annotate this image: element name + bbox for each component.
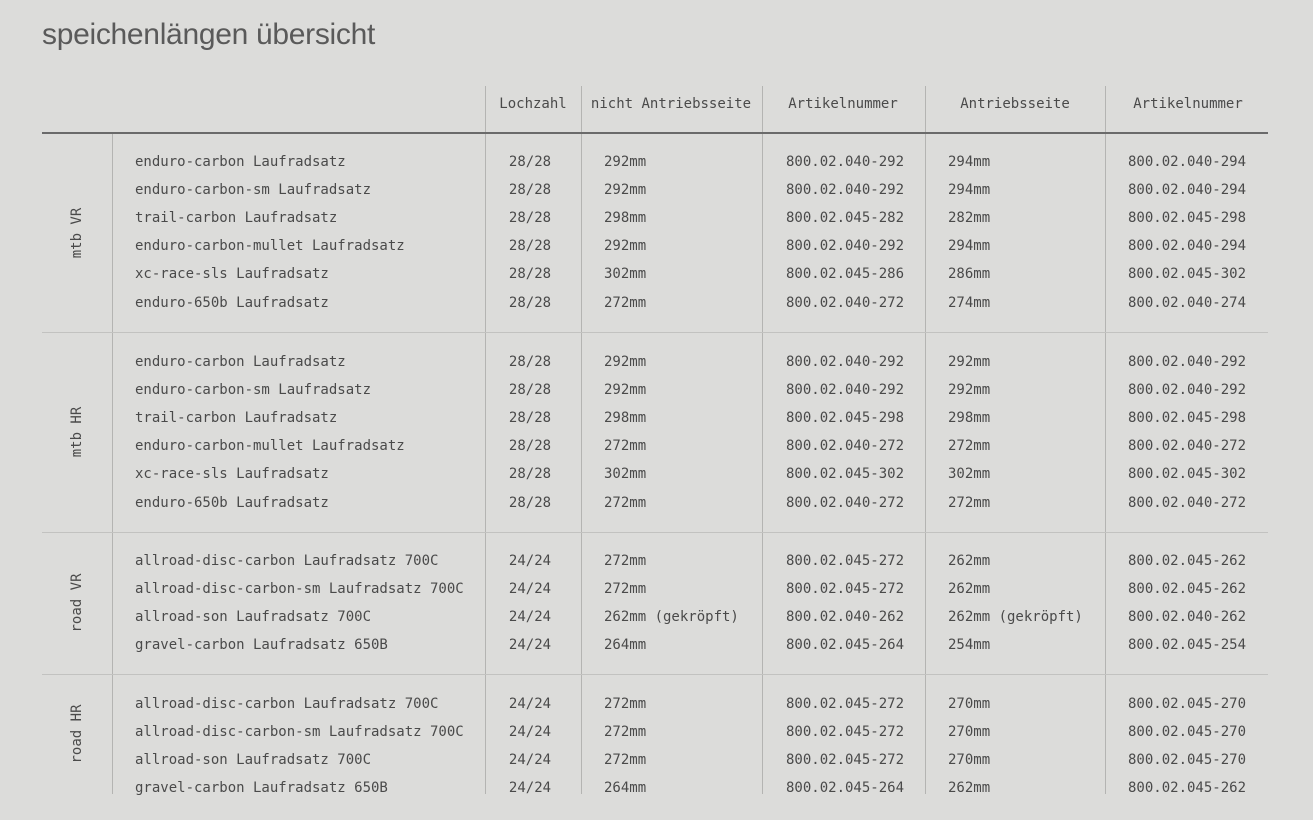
drive-side-article-number-cell: 800.02.040-294 bbox=[1127, 238, 1247, 255]
column-divider bbox=[762, 86, 763, 794]
drive-side-length-cell: 272mm bbox=[948, 494, 991, 511]
non-drive-side-article-number-cell: 800.02.040-272 bbox=[786, 438, 905, 455]
non-drive-side-article-number-cell: 800.02.045-272 bbox=[786, 696, 905, 712]
product-name-cell: allroad-son Laufradsatz 700C bbox=[135, 752, 372, 769]
column-divider bbox=[112, 134, 113, 794]
non-drive-side-length-cell: 292mm bbox=[604, 238, 647, 255]
product-name-cell: enduro-carbon-mullet Laufradsatz bbox=[135, 238, 405, 255]
hole-count-cell: 28/28 bbox=[508, 182, 552, 199]
product-name-cell: enduro-carbon Laufradsatz bbox=[135, 354, 346, 370]
drive-side-article-number-cell: 800.02.045-302 bbox=[1127, 466, 1247, 483]
drive-side-length-cell: 292mm bbox=[948, 382, 991, 399]
hole-count-cell: 28/28 bbox=[508, 354, 552, 370]
product-name-cell: enduro-carbon-mullet Laufradsatz bbox=[135, 438, 405, 455]
product-name-cell: enduro-carbon-sm Laufradsatz bbox=[135, 182, 372, 199]
non-drive-side-article-number-cell: 800.02.045-282 bbox=[786, 210, 905, 227]
hole-count-cell: 24/24 bbox=[508, 553, 552, 569]
non-drive-side-article-number-cell: 800.02.040-292 bbox=[786, 382, 905, 399]
drive-side-article-number-cell: 800.02.045-270 bbox=[1127, 724, 1247, 741]
group-divider bbox=[42, 332, 1268, 333]
group-label: mtb HR bbox=[69, 406, 85, 458]
product-name-cell: trail-carbon Laufradsatz bbox=[135, 210, 338, 227]
drive-side-length-cell: 254mm bbox=[948, 637, 991, 654]
product-name-cell: allroad-disc-carbon Laufradsatz 700C bbox=[135, 553, 439, 569]
non-drive-side-length-cell: 262mm (gekröpft) bbox=[604, 609, 739, 626]
hole-count-cell: 28/28 bbox=[508, 382, 552, 399]
hole-count-cell: 28/28 bbox=[508, 238, 552, 255]
drive-side-article-number-cell: 800.02.045-302 bbox=[1127, 266, 1247, 283]
drive-side-length-cell: 262mm (gekröpft) bbox=[948, 609, 1083, 626]
product-name-cell: gravel-carbon Laufradsatz 650B bbox=[135, 780, 388, 797]
group-divider bbox=[42, 532, 1268, 533]
product-name-cell: allroad-disc-carbon-sm Laufradsatz 700C bbox=[135, 724, 464, 741]
non-drive-side-article-number-cell: 800.02.045-286 bbox=[786, 266, 905, 283]
hole-count-cell: 24/24 bbox=[508, 637, 552, 654]
product-name-cell: allroad-disc-carbon-sm Laufradsatz 700C bbox=[135, 581, 464, 598]
hole-count-cell: 28/28 bbox=[508, 294, 552, 311]
drive-side-article-number-cell: 800.02.045-262 bbox=[1127, 780, 1247, 797]
column-header: Artikelnummer bbox=[788, 96, 898, 112]
drive-side-article-number-cell: 800.02.045-262 bbox=[1127, 553, 1247, 569]
drive-side-article-number-cell: 800.02.045-298 bbox=[1127, 210, 1247, 227]
hole-count-cell: 24/24 bbox=[508, 581, 552, 598]
non-drive-side-length-cell: 298mm bbox=[604, 410, 647, 427]
non-drive-side-length-cell: 272mm bbox=[604, 752, 647, 769]
non-drive-side-article-number-cell: 800.02.040-272 bbox=[786, 494, 905, 511]
non-drive-side-length-cell: 292mm bbox=[604, 382, 647, 399]
non-drive-side-article-number-cell: 800.02.045-264 bbox=[786, 780, 905, 797]
non-drive-side-length-cell: 292mm bbox=[604, 182, 647, 199]
drive-side-length-cell: 286mm bbox=[948, 266, 991, 283]
product-name-cell: xc-race-sls Laufradsatz bbox=[135, 266, 329, 283]
non-drive-side-length-cell: 292mm bbox=[604, 154, 647, 170]
drive-side-length-cell: 262mm bbox=[948, 553, 991, 569]
drive-side-length-cell: 262mm bbox=[948, 780, 991, 797]
non-drive-side-length-cell: 298mm bbox=[604, 210, 647, 227]
non-drive-side-article-number-cell: 800.02.040-272 bbox=[786, 294, 905, 311]
non-drive-side-length-cell: 302mm bbox=[604, 266, 647, 283]
column-header: Artikelnummer bbox=[1133, 96, 1243, 112]
hole-count-cell: 24/24 bbox=[508, 780, 552, 797]
non-drive-side-article-number-cell: 800.02.045-298 bbox=[786, 410, 905, 427]
drive-side-length-cell: 294mm bbox=[948, 238, 991, 255]
non-drive-side-article-number-cell: 800.02.040-262 bbox=[786, 609, 905, 626]
drive-side-article-number-cell: 800.02.040-262 bbox=[1127, 609, 1247, 626]
hole-count-cell: 28/28 bbox=[508, 266, 552, 283]
column-divider bbox=[1105, 86, 1106, 794]
product-name-cell: enduro-650b Laufradsatz bbox=[135, 294, 329, 311]
hole-count-cell: 24/24 bbox=[508, 752, 552, 769]
page-title: speichenlängen übersicht bbox=[42, 18, 376, 51]
drive-side-article-number-cell: 800.02.040-294 bbox=[1127, 154, 1247, 170]
drive-side-article-number-cell: 800.02.045-298 bbox=[1127, 410, 1247, 427]
drive-side-article-number-cell: 800.02.045-254 bbox=[1127, 637, 1247, 654]
non-drive-side-length-cell: 272mm bbox=[604, 294, 647, 311]
drive-side-length-cell: 292mm bbox=[948, 354, 991, 370]
column-divider bbox=[485, 86, 486, 794]
hole-count-cell: 28/28 bbox=[508, 210, 552, 227]
column-header: Antriebsseite bbox=[960, 96, 1070, 112]
hole-count-cell: 28/28 bbox=[508, 410, 552, 427]
hole-count-cell: 28/28 bbox=[508, 466, 552, 483]
drive-side-article-number-cell: 800.02.040-294 bbox=[1127, 182, 1247, 199]
drive-side-length-cell: 270mm bbox=[948, 752, 991, 769]
product-name-cell: allroad-son Laufradsatz 700C bbox=[135, 609, 372, 626]
product-name-cell: enduro-carbon Laufradsatz bbox=[135, 154, 346, 170]
hole-count-cell: 24/24 bbox=[508, 609, 552, 626]
product-name-cell: xc-race-sls Laufradsatz bbox=[135, 466, 329, 483]
drive-side-length-cell: 294mm bbox=[948, 154, 991, 170]
drive-side-article-number-cell: 800.02.040-274 bbox=[1127, 294, 1247, 311]
product-name-cell: enduro-carbon-sm Laufradsatz bbox=[135, 382, 372, 399]
drive-side-length-cell: 272mm bbox=[948, 438, 991, 455]
drive-side-length-cell: 302mm bbox=[948, 466, 991, 483]
non-drive-side-article-number-cell: 800.02.045-272 bbox=[786, 724, 905, 741]
product-name-cell: allroad-disc-carbon Laufradsatz 700C bbox=[135, 696, 439, 712]
drive-side-article-number-cell: 800.02.045-270 bbox=[1127, 752, 1247, 769]
product-name-cell: gravel-carbon Laufradsatz 650B bbox=[135, 637, 388, 654]
drive-side-article-number-cell: 800.02.040-272 bbox=[1127, 438, 1247, 455]
non-drive-side-article-number-cell: 800.02.040-292 bbox=[786, 238, 905, 255]
drive-side-length-cell: 294mm bbox=[948, 182, 991, 199]
non-drive-side-article-number-cell: 800.02.045-302 bbox=[786, 466, 905, 483]
non-drive-side-article-number-cell: 800.02.040-292 bbox=[786, 154, 905, 170]
non-drive-side-length-cell: 272mm bbox=[604, 553, 647, 569]
drive-side-length-cell: 270mm bbox=[948, 724, 991, 741]
hole-count-cell: 24/24 bbox=[508, 724, 552, 741]
drive-side-length-cell: 274mm bbox=[948, 294, 991, 311]
non-drive-side-length-cell: 272mm bbox=[604, 724, 647, 741]
group-label: road HR bbox=[69, 704, 85, 764]
product-name-cell: trail-carbon Laufradsatz bbox=[135, 410, 338, 427]
non-drive-side-length-cell: 272mm bbox=[604, 494, 647, 511]
drive-side-length-cell: 262mm bbox=[948, 581, 991, 598]
column-divider bbox=[581, 86, 582, 794]
non-drive-side-length-cell: 264mm bbox=[604, 780, 647, 797]
non-drive-side-length-cell: 302mm bbox=[604, 466, 647, 483]
non-drive-side-article-number-cell: 800.02.045-264 bbox=[786, 637, 905, 654]
drive-side-article-number-cell: 800.02.045-270 bbox=[1127, 696, 1247, 712]
non-drive-side-article-number-cell: 800.02.040-292 bbox=[786, 182, 905, 199]
column-divider bbox=[925, 86, 926, 794]
hole-count-cell: 28/28 bbox=[508, 438, 552, 455]
non-drive-side-length-cell: 272mm bbox=[604, 438, 647, 455]
non-drive-side-length-cell: 272mm bbox=[604, 581, 647, 598]
non-drive-side-length-cell: 272mm bbox=[604, 696, 647, 712]
group-label: road VR bbox=[69, 573, 85, 633]
non-drive-side-article-number-cell: 800.02.040-292 bbox=[786, 354, 905, 370]
non-drive-side-article-number-cell: 800.02.045-272 bbox=[786, 752, 905, 769]
drive-side-article-number-cell: 800.02.040-272 bbox=[1127, 494, 1247, 511]
group-divider bbox=[42, 674, 1268, 675]
header-divider bbox=[42, 132, 1268, 134]
hole-count-cell: 28/28 bbox=[508, 154, 552, 170]
drive-side-length-cell: 270mm bbox=[948, 696, 991, 712]
column-header: nicht Antriebsseite bbox=[590, 96, 752, 112]
drive-side-article-number-cell: 800.02.040-292 bbox=[1127, 354, 1247, 370]
non-drive-side-article-number-cell: 800.02.045-272 bbox=[786, 553, 905, 569]
non-drive-side-article-number-cell: 800.02.045-272 bbox=[786, 581, 905, 598]
column-header: Lochzahl bbox=[499, 96, 567, 112]
drive-side-length-cell: 298mm bbox=[948, 410, 991, 427]
product-name-cell: enduro-650b Laufradsatz bbox=[135, 494, 329, 511]
non-drive-side-length-cell: 292mm bbox=[604, 354, 647, 370]
drive-side-length-cell: 282mm bbox=[948, 210, 991, 227]
hole-count-cell: 28/28 bbox=[508, 494, 552, 511]
drive-side-article-number-cell: 800.02.045-262 bbox=[1127, 581, 1247, 598]
drive-side-article-number-cell: 800.02.040-292 bbox=[1127, 382, 1247, 399]
group-label: mtb VR bbox=[69, 207, 85, 259]
non-drive-side-length-cell: 264mm bbox=[604, 637, 647, 654]
hole-count-cell: 24/24 bbox=[508, 696, 552, 712]
